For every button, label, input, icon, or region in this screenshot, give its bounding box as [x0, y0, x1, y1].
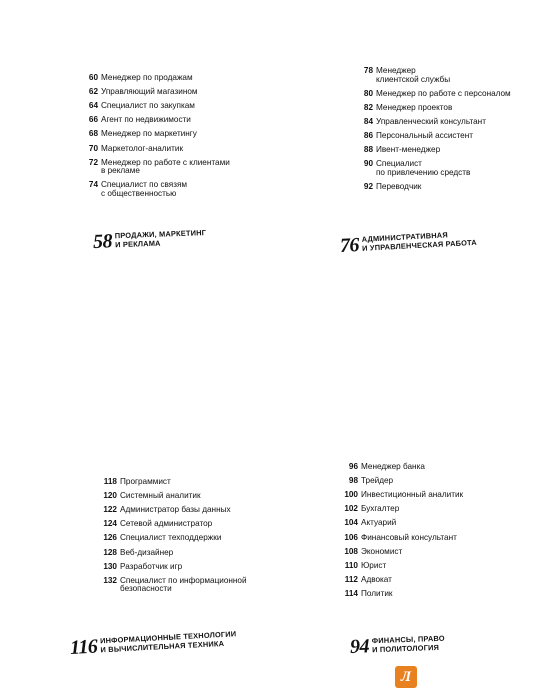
page-number: 74	[88, 180, 98, 190]
entry-title: Персональный ассистент	[376, 131, 473, 141]
entry-title: Менеджер по работе с персоналом	[376, 88, 511, 98]
entry-title: Бухгалтер	[361, 504, 400, 514]
entry-title: Маркетолог-аналитик	[101, 143, 184, 153]
page-number: 120	[103, 491, 117, 501]
page-number: 130	[103, 561, 117, 571]
section-title: ФИНАНСЫ, ПРАВО И ПОЛИТОЛОГИЯ	[371, 634, 445, 655]
entry-title: Менеджер по работе с клиентами в рекламе	[101, 157, 230, 176]
toc-entry[interactable]	[355, 132, 511, 141]
page-number: 114	[344, 588, 358, 598]
toc-entry[interactable]	[337, 562, 463, 571]
entry-title: Трейдер	[361, 476, 394, 486]
section-title: ПРОДАЖИ, МАРКЕТИНГ И РЕКЛАМА	[114, 228, 207, 250]
toc-entry[interactable]	[337, 477, 463, 486]
toc-entry[interactable]	[75, 159, 230, 176]
toc-entry[interactable]	[75, 181, 230, 198]
section-heading-sales[interactable]	[93, 228, 207, 252]
page-number: 72	[88, 157, 98, 167]
page-number: 70	[88, 143, 98, 153]
entry-title: Адвокат	[361, 574, 392, 584]
section-heading-admin[interactable]	[339, 229, 477, 256]
entry-title: Переводчик	[376, 181, 422, 191]
entry-title: Инвестиционный аналитик	[361, 490, 464, 500]
entry-title: Менеджер по маркетингу	[101, 129, 197, 139]
toc-entry[interactable]	[75, 102, 230, 111]
toc-entry[interactable]	[94, 520, 247, 529]
toc-entry[interactable]	[94, 492, 247, 501]
toc-entry[interactable]	[337, 519, 463, 528]
toc-entry[interactable]	[355, 183, 511, 192]
toc-entry[interactable]	[94, 549, 247, 558]
page-number: 102	[344, 504, 358, 514]
entry-title: Финансовый консультант	[361, 532, 457, 542]
toc-entry[interactable]	[75, 130, 230, 139]
page-number: 88	[363, 145, 373, 155]
page-number: 78	[363, 66, 373, 75]
toc-entry[interactable]	[355, 160, 511, 177]
toc-entry[interactable]	[355, 146, 511, 155]
toc-entry[interactable]	[337, 463, 463, 472]
entry-title: Управляющий магазином	[101, 87, 198, 97]
toc-entry[interactable]	[355, 118, 511, 127]
entry-title: Менеджер клиентской службы	[376, 66, 451, 84]
page-number: 62	[88, 87, 98, 97]
page-number: 68	[88, 129, 98, 139]
page-number: 90	[363, 159, 373, 169]
page-number: 98	[348, 476, 358, 486]
entry-title: Специалист по привлечению средств	[376, 159, 471, 177]
page-number: 118	[103, 477, 117, 486]
entry-title: Политик	[361, 588, 393, 598]
toc-list-sales	[75, 74, 230, 204]
entry-title: Агент по недвижимости	[101, 115, 191, 125]
page-number: 82	[363, 102, 373, 112]
toc-entry[interactable]	[94, 577, 247, 594]
entry-title: Экономист	[361, 546, 403, 556]
page-number: 60	[88, 73, 98, 82]
entry-title: Юрист	[361, 560, 387, 570]
section-number: 94	[349, 635, 370, 658]
page-number: 126	[103, 533, 117, 543]
page-number: 86	[363, 131, 373, 141]
toc-entry[interactable]	[337, 576, 463, 585]
page-number: 108	[344, 546, 358, 556]
entry-title: Специалист по связям с общественностью	[101, 180, 188, 198]
toc-entry[interactable]	[337, 548, 463, 557]
entry-title: Программист	[120, 477, 171, 486]
page-number: 106	[344, 532, 358, 542]
page-number: 112	[344, 574, 358, 584]
toc-entry[interactable]	[355, 104, 511, 113]
entry-title: Специалист техподдержки	[120, 533, 222, 543]
toc-entry[interactable]	[94, 534, 247, 543]
entry-title: Специалист по закупкам	[101, 101, 195, 111]
page-number: 84	[363, 116, 373, 126]
toc-entry[interactable]	[337, 534, 463, 543]
entry-title: Сетевой администратор	[120, 519, 213, 529]
toc-entry[interactable]	[94, 478, 247, 487]
toc-list-finance	[337, 463, 463, 604]
page-number: 124	[103, 519, 117, 529]
page-number: 104	[344, 518, 358, 528]
toc-entry[interactable]	[337, 491, 463, 500]
section-title: АДМИНИСТРАТИВНАЯ И УПРАВЛЕНЧЕСКАЯ РАБОТА	[361, 230, 478, 253]
page-number: 128	[103, 547, 117, 557]
toc-entry[interactable]	[75, 116, 230, 125]
entry-title: Менеджер проектов	[376, 102, 453, 112]
publisher-logo-icon: Л	[395, 666, 417, 688]
entry-title: Администратор базы данных	[120, 505, 231, 515]
page-number: 96	[348, 462, 358, 471]
page-number: 132	[103, 575, 117, 585]
page-number: 122	[103, 505, 117, 515]
page-number: 110	[344, 560, 358, 570]
toc-entry[interactable]	[75, 88, 230, 97]
entry-title: Менеджер по продажам	[101, 73, 193, 82]
entry-title: Ивент-менеджер	[376, 145, 441, 155]
toc-entry[interactable]	[337, 590, 463, 599]
section-number: 116	[69, 635, 98, 659]
entry-title: Управленческий консультант	[376, 116, 486, 126]
section-heading-finance[interactable]	[350, 634, 446, 657]
toc-entry[interactable]	[355, 90, 511, 99]
entry-title: Веб-дизайнер	[120, 547, 174, 557]
page-number: 80	[363, 88, 373, 98]
section-number: 58	[92, 230, 113, 253]
entry-title: Актуарий	[361, 518, 397, 528]
entry-title: Менеджер банка	[361, 462, 425, 471]
toc-entry[interactable]	[94, 563, 247, 572]
toc-list-admin	[355, 67, 511, 197]
toc-list-it	[94, 478, 247, 599]
page-number: 100	[344, 490, 358, 500]
page-number: 66	[88, 115, 98, 125]
entry-title: Системный аналитик	[120, 491, 201, 501]
page-number: 92	[363, 181, 373, 191]
page-number: 64	[88, 101, 98, 111]
toc-entry[interactable]	[75, 145, 230, 154]
entry-title: Специалист по информационной безопасности	[120, 575, 247, 594]
section-heading-it[interactable]	[69, 629, 237, 658]
section-number: 76	[339, 234, 360, 257]
toc-entry[interactable]	[75, 74, 230, 83]
toc-entry[interactable]	[355, 67, 511, 84]
toc-entry[interactable]	[337, 505, 463, 514]
toc-entry[interactable]	[94, 506, 247, 515]
entry-title: Разработчик игр	[120, 561, 183, 571]
section-title: ИНФОРМАЦИОННЫЕ ТЕХНОЛОГИИ И ВЫЧИСЛИТЕЛЬНАЯ ТЕХНИКА	[99, 629, 237, 655]
